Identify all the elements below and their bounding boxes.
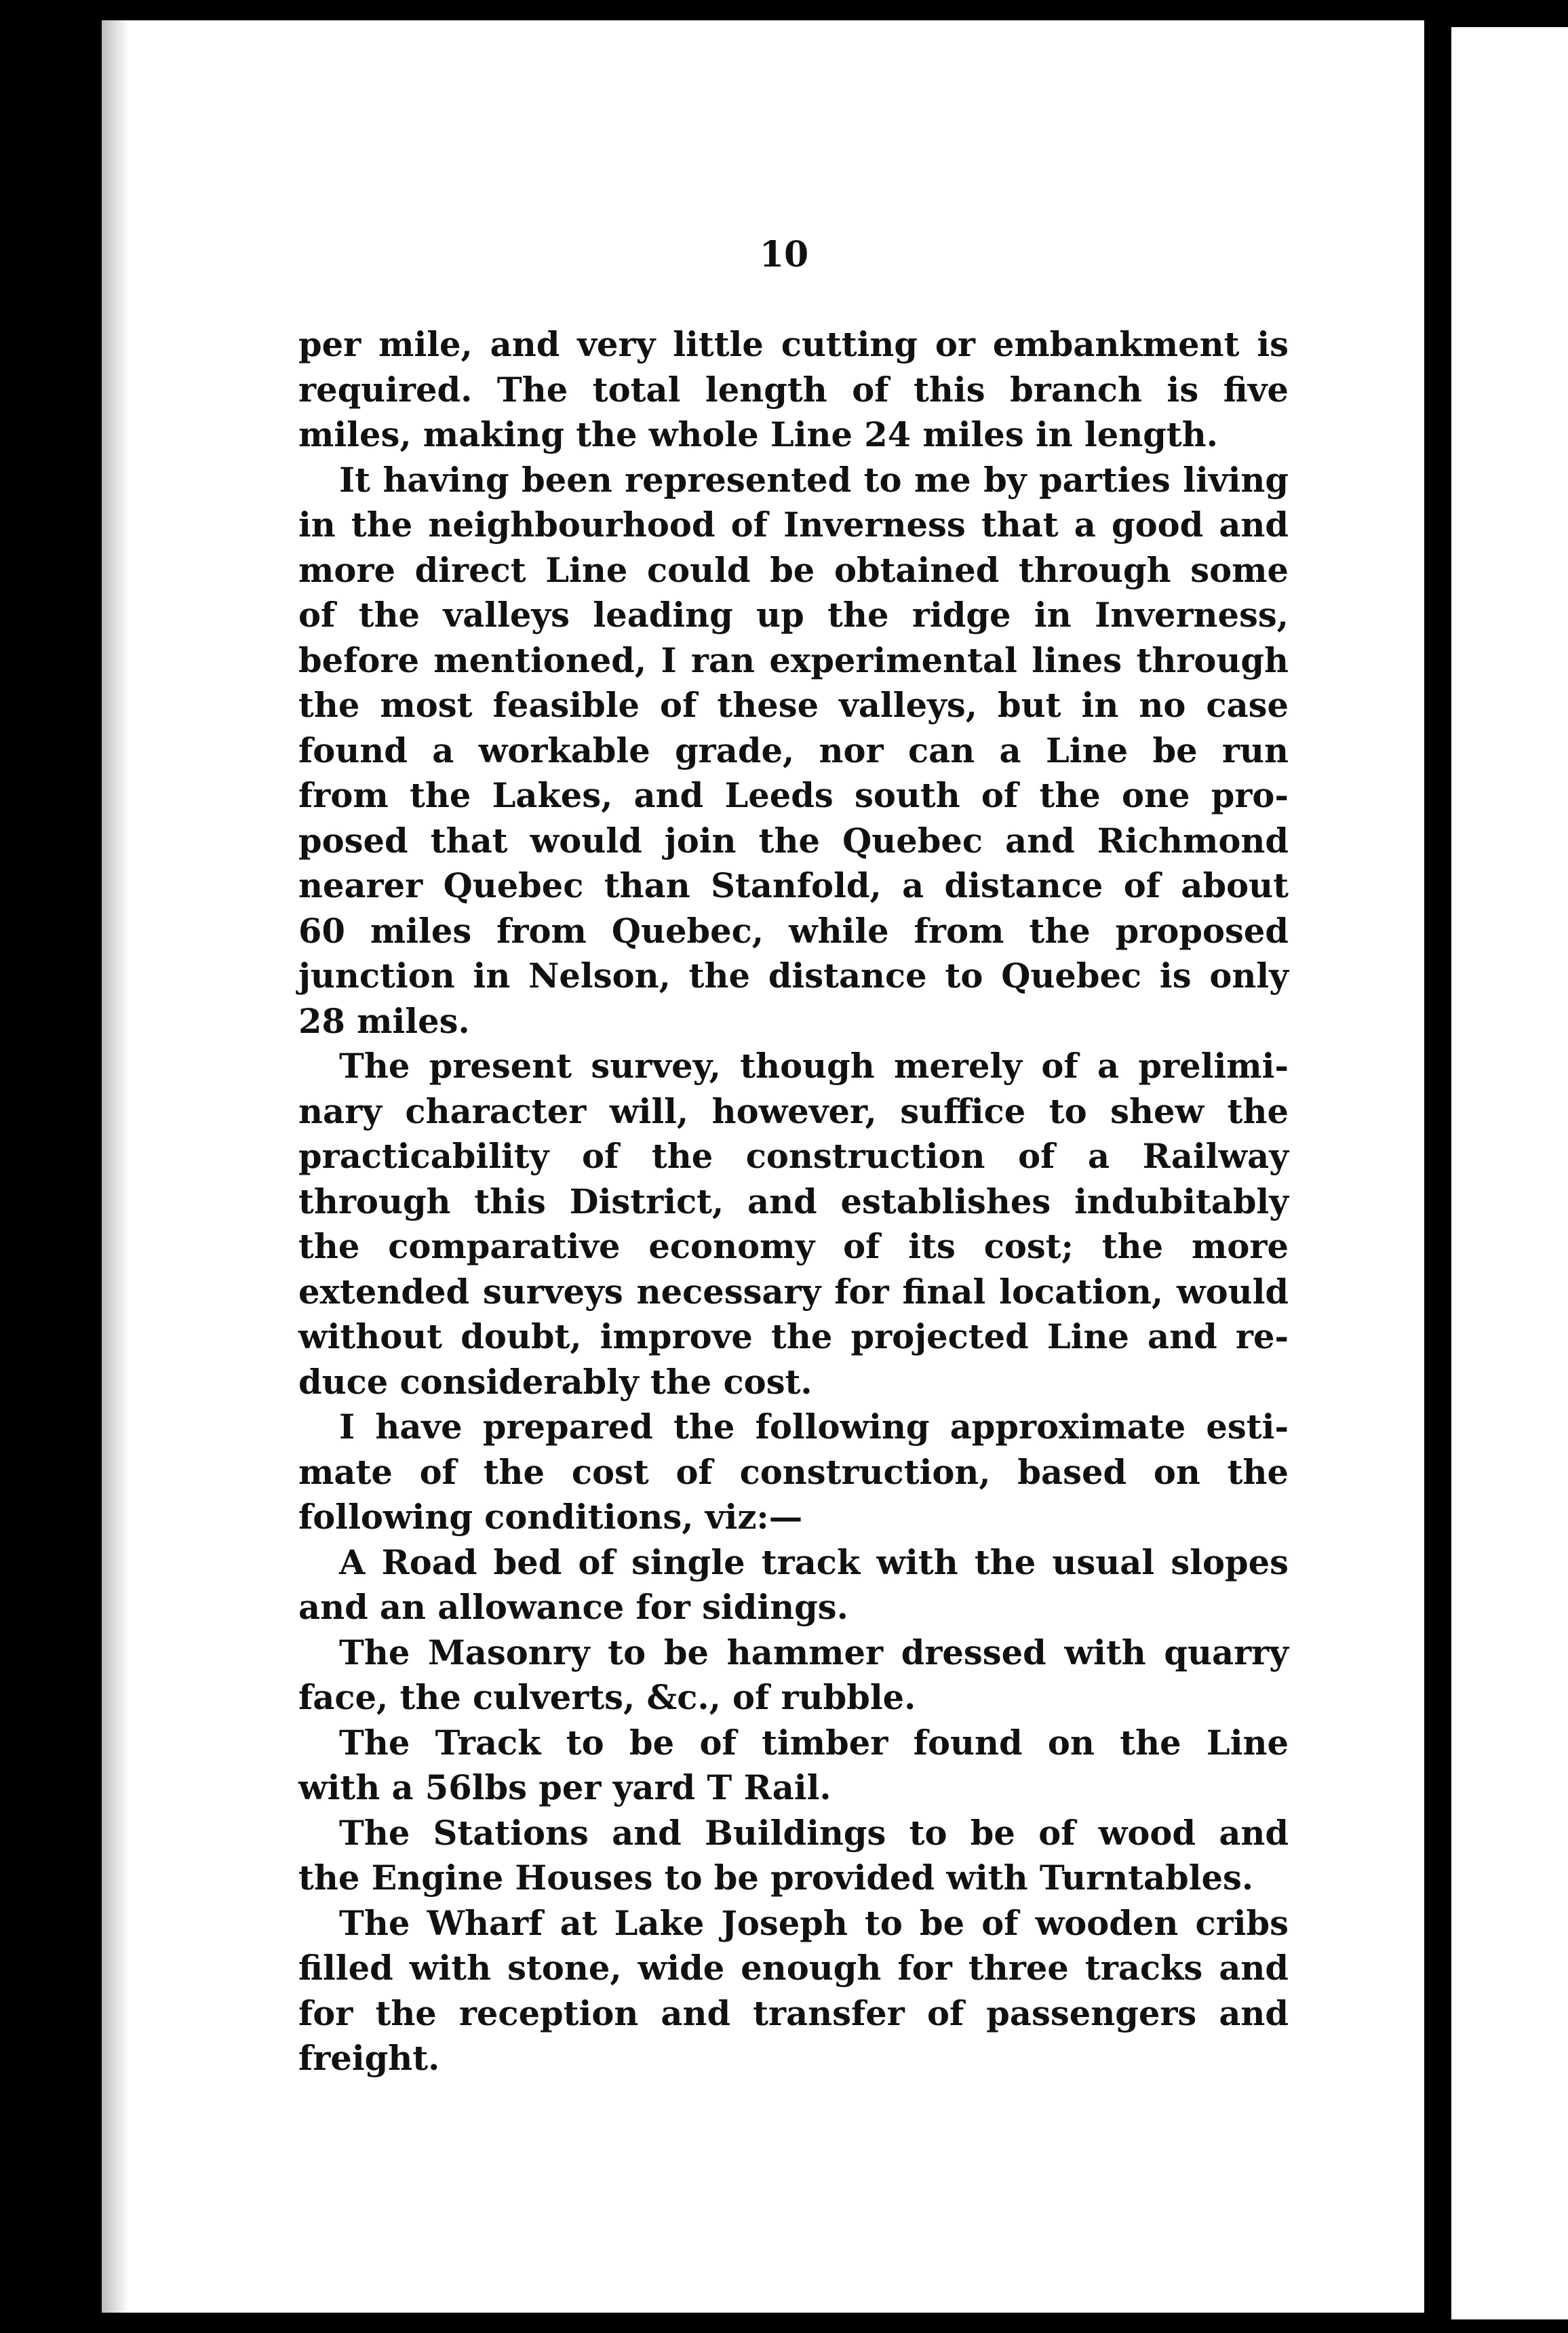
page-gutter-shadow xyxy=(102,20,129,2313)
text-line: practicability of the construction of a Railway xyxy=(298,1137,1289,1176)
page-number: 10 xyxy=(759,234,809,275)
text-line: A Road bed of single track with the usual slopes xyxy=(339,1542,1289,1582)
text-line: freight. xyxy=(298,2039,440,2078)
text-line: nary character will, however, suffice to shew the xyxy=(298,1091,1289,1131)
text-line: found a workable grade, nor can a Line be run xyxy=(298,730,1289,770)
text-line: of the valleys leading up the ridge in Inverness, xyxy=(298,595,1289,635)
text-line: through this District, and establishes indubitably xyxy=(298,1181,1289,1221)
text-line: with a 56lbs per yard T Rail. xyxy=(298,1768,831,1807)
text-line: face, the culverts, &c., of rubble. xyxy=(298,1678,916,1717)
body-text xyxy=(298,322,1289,2081)
text-line: The Track to be of timber found on the Line xyxy=(339,1723,1289,1763)
text-line: posed that would join the Quebec and Richmond xyxy=(298,821,1289,861)
text-line: I have prepared the following approximate esti- xyxy=(339,1407,1289,1447)
text-line: The Stations and Buildings to be of wood and xyxy=(339,1813,1289,1853)
text-line: without doubt, improve the projected Line and re- xyxy=(298,1317,1289,1356)
text-line: required. The total length of this branch is five xyxy=(298,370,1289,410)
text-line: following conditions, viz:— xyxy=(298,1497,803,1537)
text-line: The Wharf at Lake Joseph to be of wooden cribs xyxy=(339,1903,1289,1943)
text-line: the comparative economy of its cost; the more xyxy=(298,1227,1289,1266)
text-line: duce considerably the cost. xyxy=(298,1362,812,1402)
text-line: for the reception and transfer of passengers and xyxy=(298,1993,1289,2033)
text-line: more direct Line could be obtained through some xyxy=(298,550,1289,590)
text-line: 28 miles. xyxy=(298,1001,470,1041)
text-line: in the neighbourhood of Inverness that a good and xyxy=(298,505,1289,545)
text-line: It having been represented to me by parties living xyxy=(339,460,1289,500)
text-line: mate of the cost of construction, based on the xyxy=(298,1452,1289,1492)
text-line: The present survey, though merely of a prelimi- xyxy=(339,1046,1289,1086)
text-line: miles, making the whole Line 24 miles in length. xyxy=(298,415,1218,454)
text-line: 60 miles from Quebec, while from the proposed xyxy=(298,911,1289,951)
text-line: from the Lakes, and Leeds south of the one pro- xyxy=(298,776,1289,815)
text-line: and an allowance for sidings. xyxy=(298,1588,848,1627)
text-line: junction in Nelson, the distance to Quebec is only xyxy=(298,956,1289,996)
text-line: before mentioned, I ran experimental lines through xyxy=(298,640,1289,680)
adjacent-page-edge xyxy=(1451,27,1568,2319)
text-line: per mile, and very little cutting or embankment is xyxy=(298,325,1289,364)
text-line: The Masonry to be hammer dressed with quarry xyxy=(339,1632,1289,1672)
text-line: filled with stone, wide enough for three tracks and xyxy=(298,1948,1289,1988)
text-line: nearer Quebec than Stanfold, a distance of about xyxy=(298,866,1289,905)
text-line: the Engine Houses to be provided with Turntables. xyxy=(298,1858,1254,1898)
text-line: extended surveys necessary for final location, would xyxy=(298,1272,1289,1312)
text-line: the most feasible of these valleys, but in no case xyxy=(298,686,1289,725)
